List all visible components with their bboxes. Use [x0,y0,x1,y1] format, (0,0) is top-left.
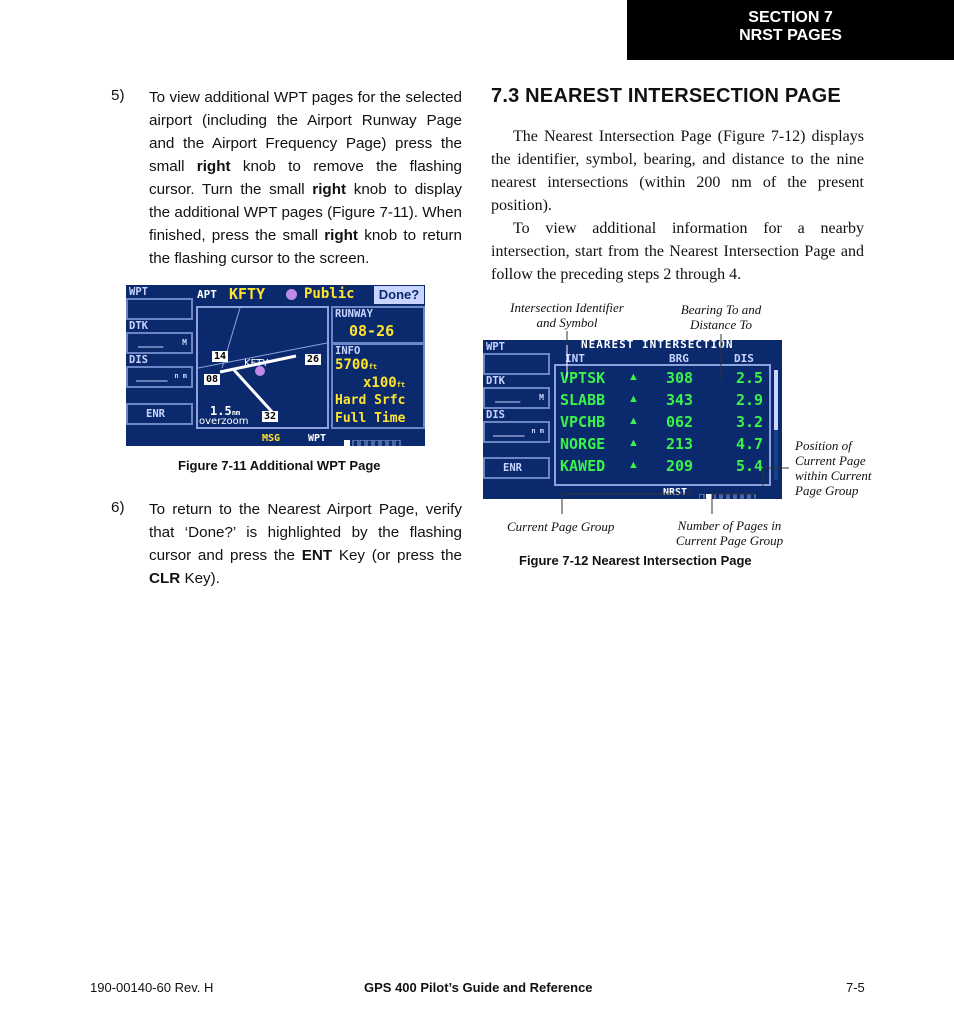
callout-page-count: Number of Pages in Current Page Group [675,518,784,548]
list-item[interactable] [560,369,765,391]
airport-symbol-icon [286,289,297,300]
list-item[interactable] [560,391,765,413]
field-label: WPT [486,341,505,353]
nearest-intersection-screen [483,340,782,499]
page-indicator [344,435,414,443]
scrollbar-thumb[interactable] [774,370,778,430]
airport-hours: Full Time [335,411,406,426]
runway-surface: Hard Srfc [335,393,406,408]
field-label: DIS [486,409,505,421]
step6-part: Key). [180,570,220,587]
callout-page-group: Current Page Group [507,519,615,534]
triangle-icon: ▲ [628,393,639,405]
runway-label: 08 [206,374,219,385]
intersection-ident: SLABB [560,391,606,409]
list-item[interactable] [560,413,765,435]
step6-part: To return to the Nearest Airport Page, verify that ‘Done?’ is highlighted by the flashing cursor and press the [149,501,462,564]
figure11-caption: Figure 7-11 Additional WPT Page [178,458,381,473]
intersection-ident: VPTSK [560,369,606,387]
section-para-1: The Nearest Intersection Page (Figure 7-12) displays the identifier, symbol, bearing, and distance to the nine nearest intersections (within 200 nm of the present position). [491,128,864,214]
dtk-unit: M [539,393,544,402]
triangle-icon: ▲ [628,437,639,449]
wpt-page-screen [126,285,425,446]
triangle-icon: ▲ [628,415,639,427]
runway-heading: RUNWAY [335,308,373,320]
intersection-bearing: 062 [666,413,694,431]
width-unit: ft [396,381,406,389]
triangle-icon: ▲ [628,459,639,471]
page-number: 7-5 [846,980,865,995]
step5-key: right [312,181,347,198]
list-item[interactable] [560,435,765,457]
wpt-field [126,298,193,320]
overzoom-label: overzoom [199,416,249,427]
nrst-group-tab: NRST [663,487,688,498]
enr-field [126,403,193,425]
enr-label: ENR [146,408,165,420]
dis-field [483,421,550,443]
step5-part: knob to display the additional WPT pages (Figure 7-11). When finished, press the small [149,181,462,244]
runway-label: 26 [307,354,320,365]
step5-part: knob to remove the flashing cursor. Turn the small [149,158,462,198]
field-label: DTK [129,320,148,332]
intersection-distance: 2.5 [736,369,764,387]
runway-width [363,375,405,391]
width-value: x100 [363,375,397,391]
wpt-field [483,353,550,375]
field-label: DIS [129,354,148,366]
section-heading: 7.3 NEAREST INTERSECTION PAGE [491,85,841,107]
enr-field [483,457,550,479]
info-box [331,343,425,429]
page-indicator [699,489,769,497]
apt-label: APT [197,288,217,301]
field-label: DTK [486,375,505,387]
dtk-value: ____ [495,391,521,403]
list-item[interactable] [560,457,765,479]
length-unit: ft [368,363,378,371]
intersection-bearing: 343 [666,391,694,409]
callout-identifier: Intersection Identifier and Symbol [510,300,624,330]
page-title: NEAREST INTERSECTION [581,340,734,351]
airport-ident: KFTY [229,285,266,303]
callout-bearing: Bearing To and Distance To [680,302,762,332]
airport-public: Public [304,286,355,302]
section-tab [627,0,954,60]
length-value: 5700 [335,357,369,373]
info-heading: INFO [335,345,361,357]
col-dis: DIS [734,352,754,365]
step5-key: right [324,227,358,244]
intersection-list [554,364,771,486]
intersection-distance: 3.2 [736,413,764,431]
intersection-ident: KAWED [560,457,606,475]
intersection-distance: 5.4 [736,457,764,475]
scale-unit: nm [231,409,241,417]
dtk-value: ____ [138,336,164,348]
dis-unit: n m [531,427,544,435]
step6-key: CLR [149,570,181,587]
intersection-ident: VPCHB [560,413,606,431]
runway-label: 32 [264,411,277,422]
scale-value: 1.5 [210,404,232,418]
step5-number: 5) [111,87,125,104]
dtk-unit: M [182,338,187,347]
step5-text [149,86,462,270]
col-brg: BRG [669,352,689,365]
field-label: WPT [129,286,148,298]
step6-text [149,498,462,590]
section-title: NRST PAGES [739,27,842,44]
runway-length [335,357,377,373]
doc-number: 190-00140-60 Rev. H [90,980,214,995]
runway-label: 14 [214,351,227,362]
intersection-distance: 2.9 [736,391,764,409]
map-ident: KFTY [244,358,269,369]
done-button[interactable]: Done? [374,286,424,304]
guide-title: GPS 400 Pilot’s Guide and Reference [364,980,593,995]
dtk-field [126,332,193,354]
intersection-bearing: 308 [666,369,694,387]
triangle-icon: ▲ [628,371,639,383]
wpt-group-tab: WPT [308,433,327,444]
step6-key: ENT [301,547,333,564]
callout-position: Position of Current Page within Current Page Group [795,438,872,498]
section-number: SECTION 7 [748,9,833,26]
intersection-bearing: 209 [666,457,694,475]
airport-map [196,306,329,429]
dis-unit: n m [174,372,187,380]
step5-part: knob to return the flashing cursor to the screen. [149,227,463,267]
runway-box [331,306,425,344]
dtk-field [483,387,550,409]
figure12-caption: Figure 7-12 Nearest Intersection Page [519,553,752,568]
runway-value: 08-26 [349,322,395,340]
dis-field [126,366,193,388]
step6-number: 6) [111,499,125,516]
intersection-ident: NORGE [560,435,606,453]
step5-key: right [196,158,231,175]
step6-part: Key (or press the [332,547,462,564]
enr-label: ENR [503,462,522,474]
section-para-2: To view additional information for a nearby intersection, start from the Nearest Intersection Page and follow the preceding steps 2 through 4. [491,220,864,283]
msg-annunciator: MSG [262,433,281,444]
intersection-distance: 4.7 [736,435,764,453]
dis-value: _____ [493,425,525,437]
dis-value: _____ [136,370,168,382]
col-int: INT [565,352,585,365]
step5-part: To view additional WPT pages for the selected airport (including the Airport Runway Page and the Airport Frequency Page) press the small [149,89,462,175]
scrollbar[interactable] [774,370,778,480]
intersection-bearing: 213 [666,435,694,453]
